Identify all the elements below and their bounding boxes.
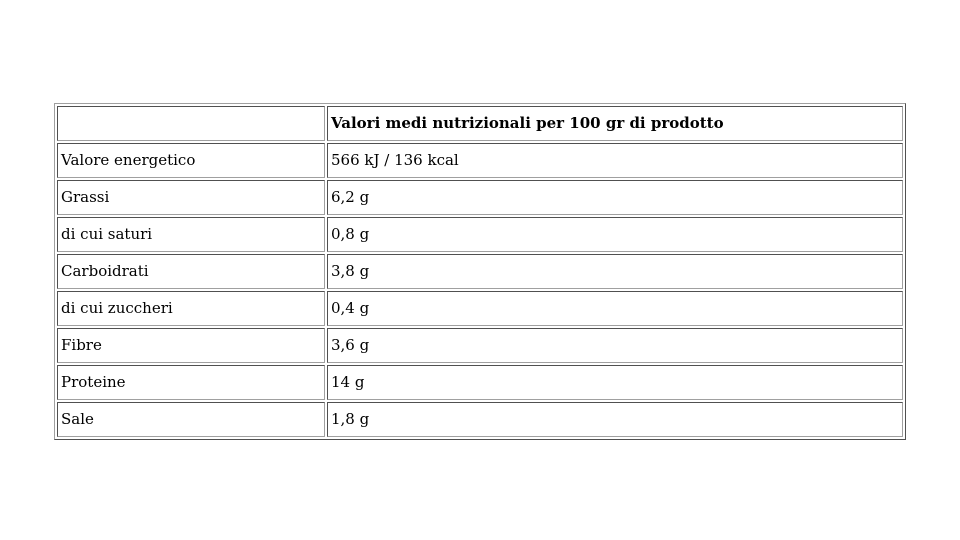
header-label-cell [57, 106, 325, 141]
nutrient-value: 1,8 g [327, 402, 903, 437]
nutrient-value: 3,6 g [327, 328, 903, 363]
nutrient-label: Fibre [57, 328, 325, 363]
table-header-row [57, 106, 903, 141]
nutrition-table [54, 103, 906, 440]
table-row [57, 365, 903, 400]
table-row [57, 402, 903, 437]
nutrient-value: 14 g [327, 365, 903, 400]
table-row [57, 328, 903, 363]
nutrient-value: 566 kJ / 136 kcal [327, 143, 903, 178]
nutrient-label: Proteine [57, 365, 325, 400]
header-value-cell: Valori medi nutrizionali per 100 gr di prodotto [327, 106, 903, 141]
table-row [57, 217, 903, 252]
table-row [57, 143, 903, 178]
table-row [57, 254, 903, 289]
nutrient-label: Carboidrati [57, 254, 325, 289]
nutrient-label: Valore energetico [57, 143, 325, 178]
table-row [57, 180, 903, 215]
nutrient-label: di cui zuccheri [57, 291, 325, 326]
nutrient-value: 0,8 g [327, 217, 903, 252]
nutrient-label: Grassi [57, 180, 325, 215]
nutrient-value: 0,4 g [327, 291, 903, 326]
nutrient-value: 3,8 g [327, 254, 903, 289]
nutrient-label: di cui saturi [57, 217, 325, 252]
nutrient-label: Sale [57, 402, 325, 437]
table-row [57, 291, 903, 326]
nutrient-value: 6,2 g [327, 180, 903, 215]
